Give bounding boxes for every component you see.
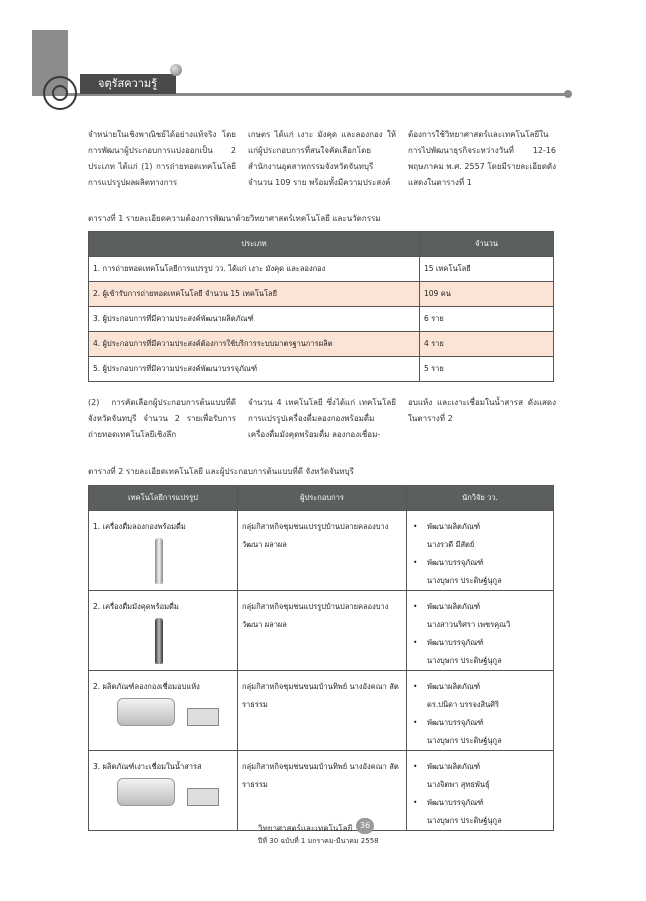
table2-header-researcher: นักวิจัย วว. [407, 486, 554, 511]
researcher-role: พัฒนาผลิตภัณฑ์ [427, 522, 481, 531]
table1-cell-type: 1. การถ่ายทอดเทคโนโลยีการแปรรูป วว. ได้แก่ เงาะ มังคุด และลองกอง [89, 257, 420, 282]
researcher-list [411, 678, 549, 750]
table1-cell-count: 6 ราย [420, 307, 554, 332]
table-row [89, 511, 554, 591]
product-name: 2. ผลิตภัณฑ์ลองกองเชื่อมอบแห้ง [93, 682, 200, 691]
researcher-name: นางบุษกร ประดิษฐ์นุกูล [427, 656, 502, 665]
product-illustration [133, 618, 233, 664]
middle-column-1: (2) การคัดเลือกผู้ประกอบการต้นแบบที่ดี จังหวัดจันทบุรี จำนวน 2 รายเพื่อรับการถ่ายทอดเทคโนโลยีเชิงลึก [88, 398, 236, 439]
table2-header-row [89, 486, 554, 511]
table-row [89, 591, 554, 671]
list-item [411, 634, 549, 670]
list-item [411, 678, 549, 714]
tub-image [117, 778, 175, 806]
table2-cell-entrepreneur: กลุ่มกิสาหกิจชุมชนขนมบ้านทิพย์ นางอังคณา สัตราธรรม [238, 671, 407, 751]
table2-cell-entrepreneur: กลุ่มกิสาหกิจชุมชนขนมบ้านทิพย์ นางอังคณา สัตราธรรม [238, 751, 407, 831]
table2 [88, 485, 554, 831]
page-number-badge: 36 [356, 818, 374, 834]
product-name: 1. เครื่องดื่มลองกองพร้อมดื่ม [93, 522, 186, 531]
table-row [89, 357, 554, 382]
researcher-role: พัฒนาบรรจุภัณฑ์ [427, 558, 484, 567]
table2-cell-researchers [407, 671, 554, 751]
box-image [187, 708, 219, 726]
table1 [88, 231, 554, 382]
product-name: 2. เครื่องดื่มมังคุดพร้อมดื่ม [93, 602, 179, 611]
researcher-role: พัฒนาบรรจุภัณฑ์ [427, 638, 484, 647]
table2-header-entrepreneur: ผู้ประกอบการ [238, 486, 407, 511]
target-inner-circle-icon [52, 85, 68, 101]
table1-header-type: ประเภท [89, 232, 420, 257]
table-row [89, 751, 554, 831]
researcher-list [411, 758, 549, 830]
table1-cell-type: 3. ผู้ประกอบการที่มีความประสงค์พัฒนาผลิตภัณฑ์ [89, 307, 420, 332]
intro-column-3: ต้องการใช้วิทยาศาสตร์และเทคโนโลยีในการไปพัฒนาธุรกิจระหว่างวันที่ 12-16 พฤษภาคม พ.ศ. 2557 โดยมีรายละเอียดดังแสดงในตารางที่ 1 [408, 130, 556, 187]
journal-title: วิทยาศาสตร์และเทคโนโลยี [258, 824, 353, 833]
researcher-role: พัฒนาบรรจุภัณฑ์ [427, 798, 484, 807]
header-rule-end-dot [564, 90, 572, 98]
researcher-name: นางบุษกร ประดิษฐ์นุกูล [427, 736, 502, 745]
table2-cell-researchers [407, 511, 554, 591]
box-image [187, 788, 219, 806]
tub-image [117, 698, 175, 726]
table2-cell-tech [89, 591, 238, 671]
product-name: 3. ผลิตภัณฑ์เงาะเชื่อมในน้ำสารส [93, 762, 202, 771]
researcher-name: นางสาวนริศรา เพชรคุณวิ [427, 620, 511, 629]
product-illustration [117, 698, 233, 726]
table1-header-count: จำนวน [420, 232, 554, 257]
researcher-list [411, 518, 549, 590]
table2-cell-researchers [407, 591, 554, 671]
table-row [89, 282, 554, 307]
bottle-image [155, 538, 163, 584]
table2-cell-tech [89, 671, 238, 751]
list-item [411, 714, 549, 750]
table1-cell-count: 109 คน [420, 282, 554, 307]
researcher-name: นางรวดี มีสัตย์ [427, 540, 475, 549]
table1-cell-count: 15 เทคโนโลยี [420, 257, 554, 282]
product-illustration [117, 778, 233, 806]
section-title-tab [80, 74, 176, 94]
table2-cell-tech [89, 751, 238, 831]
researcher-role: พัฒนาผลิตภัณฑ์ [427, 762, 481, 771]
table-row [89, 671, 554, 751]
header-sphere-icon [170, 64, 182, 76]
table2-header-tech: เทคโนโลยีการแปรรูป [89, 486, 238, 511]
list-item [411, 794, 549, 830]
researcher-name: นางจิตพา สุทธพันธุ์ [427, 780, 490, 789]
table1-cell-type: 2. ผู้เข้ารับการถ่ายทอดเทคโนโลยี จำนวน 15 เทคโนโลยี [89, 282, 420, 307]
researcher-name: ดร.ปนิดา บรรจงสินศิริ [427, 700, 500, 709]
list-item [411, 758, 549, 794]
table1-cell-type: 4. ผู้ประกอบการที่มีความประสงค์ต้องการใช้บริการระบบมาตรฐานการผลิต [89, 332, 420, 357]
middle-column-3: อบแห้ง และเงาะเชื่อมในน้ำสารส ดังแสดงในตารางที่ 2 [408, 398, 556, 423]
list-item [411, 518, 549, 554]
table2-caption: ตารางที่ 2 รายละเอียดเทคโนโลยี และผู้ประกอบการต้นแบบที่ดี จังหวัดจันทบุรี [88, 467, 354, 476]
researcher-role: พัฒนาบรรจุภัณฑ์ [427, 718, 484, 727]
researcher-role: พัฒนาผลิตภัณฑ์ [427, 602, 481, 611]
table2-cell-tech [89, 511, 238, 591]
table2-cell-entrepreneur: กลุ่มกิสาหกิจชุมชนแปรรูปบ้านปลายคลองบางวัฒนา ผลาผล [238, 511, 407, 591]
researcher-name: นางบุษกร ประดิษฐ์นุกูล [427, 816, 502, 825]
intro-text-columns [88, 127, 556, 191]
intro-column-1: จำหน่ายในเชิงพาณิชย์ได้อย่างแท้จริง โดย การพัฒนาผู้ประกอบการแบ่งออกเป็น 2 ประเภท ได้แก่ (1) การถ่ายทอดเทคโนโลยีการแปรรูปผลผลิตทางการ [88, 130, 236, 187]
table1-header-row [89, 232, 554, 257]
table2-cell-entrepreneur: กลุ่มกิสาหกิจชุมชนแปรรูปบ้านปลายคลองบางวัฒนา ผลาผล [238, 591, 407, 671]
issue-info: ปีที่ 30 ฉบับที่ 1 มกราคม-มีนาคม 2558 [258, 837, 379, 845]
researcher-role: พัฒนาผลิตภัณฑ์ [427, 682, 481, 691]
table-row [89, 332, 554, 357]
middle-column-2: จำนวน 4 เทคโนโลยี ซึ่งได้แก่ เทคโนโลยีการแปรรูปเครื่องดื่มลองกองพร้อมดื่ม เครื่องดื่มมังคุดพร้อมดื่ม ลองกองเชื่อม- [248, 398, 396, 439]
table1-cell-count: 4 ราย [420, 332, 554, 357]
section-title: จตุรัสความรู้ [98, 77, 158, 90]
table1-cell-type: 5. ผู้ประกอบการที่มีความประสงค์พัฒนาบรรจุภัณฑ์ [89, 357, 420, 382]
bottle-image [155, 618, 163, 664]
table-row [89, 257, 554, 282]
researcher-list [411, 598, 549, 670]
product-illustration [133, 538, 233, 584]
list-item [411, 554, 549, 590]
table1-cell-count: 5 ราย [420, 357, 554, 382]
table2-cell-researchers [407, 751, 554, 831]
list-item [411, 598, 549, 634]
researcher-name: นางบุษกร ประดิษฐ์นุกูล [427, 576, 502, 585]
middle-text-columns [88, 395, 556, 443]
table1-caption: ตารางที่ 1 รายละเอียดความต้องการพัฒนาด้วยวิทยาศาสตร์เทคโนโลยี และนวัตกรรม [88, 214, 381, 223]
intro-column-2: เกษตร ได้แก่ เงาะ มังคุด และลองกอง ให้แก่ผู้ประกอบการที่สนใจคัดเลือกโดยสำนักงานอุตสาหกรรมจังหวัดจันทบุรี จำนวน 109 ราย พร้อมทั้งมีความประสงค์ [248, 130, 396, 187]
table-row [89, 307, 554, 332]
